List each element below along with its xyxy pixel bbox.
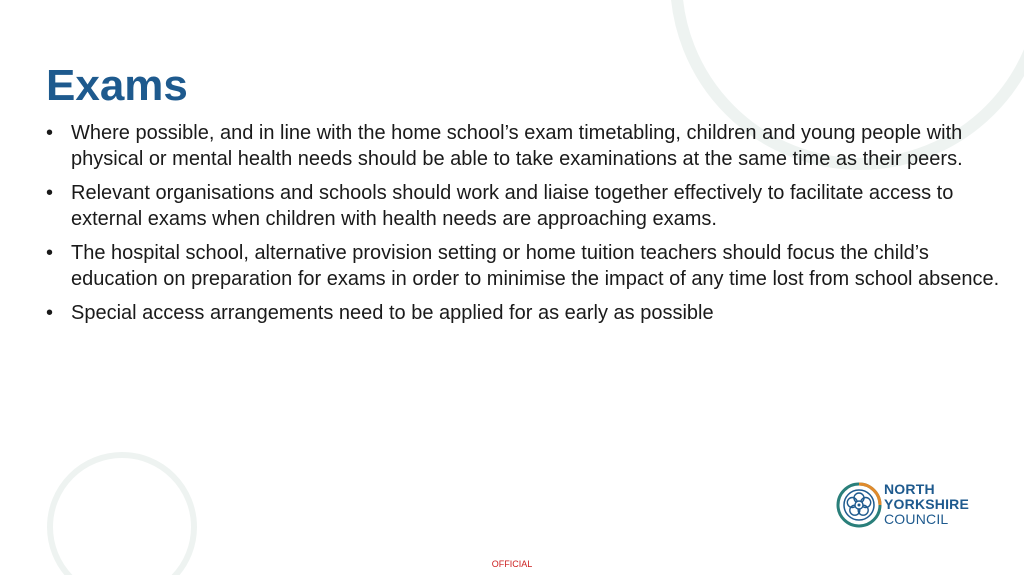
logo-line: NORTH [884,481,935,497]
bullet-text: Special access arrangements need to be applied for as early as possible [71,302,714,324]
bullet-item [46,120,1006,172]
logo-wordmark [884,482,969,527]
bullet-text: Relevant organisations and schools should work and liaise together effectively to facilitate access to external exams when children with health needs are approaching exams. [71,182,954,230]
decorative-ring [47,452,197,575]
council-logo [836,479,986,531]
classification-label: OFFICIAL [491,559,533,569]
slide-title: Exams [46,61,188,110]
bullet-list [46,120,1006,334]
bullet-dot-icon: • [46,182,54,204]
bullet-dot-icon: • [46,242,54,264]
bullet-dot-icon: • [46,302,54,324]
bullet-item [46,240,1006,292]
bullet-item [46,300,1006,326]
bullet-text: Where possible, and in line with the home school’s exam timetabling, children and young people with physical or mental health needs should be able to take examinations at the same time as their peers. [71,122,963,170]
logo-line: YORKSHIRE [884,496,970,512]
logo-line: COUNCIL [884,511,949,527]
bullet-dot-icon: • [46,122,54,144]
rose-emblem-icon [836,479,882,531]
bullet-text: The hospital school, alternative provision setting or home tuition teachers should focus the child’s education on preparation for exams in order to minimise the impact of any time lost from school absence. [71,242,1000,290]
bullet-item [46,180,1006,232]
